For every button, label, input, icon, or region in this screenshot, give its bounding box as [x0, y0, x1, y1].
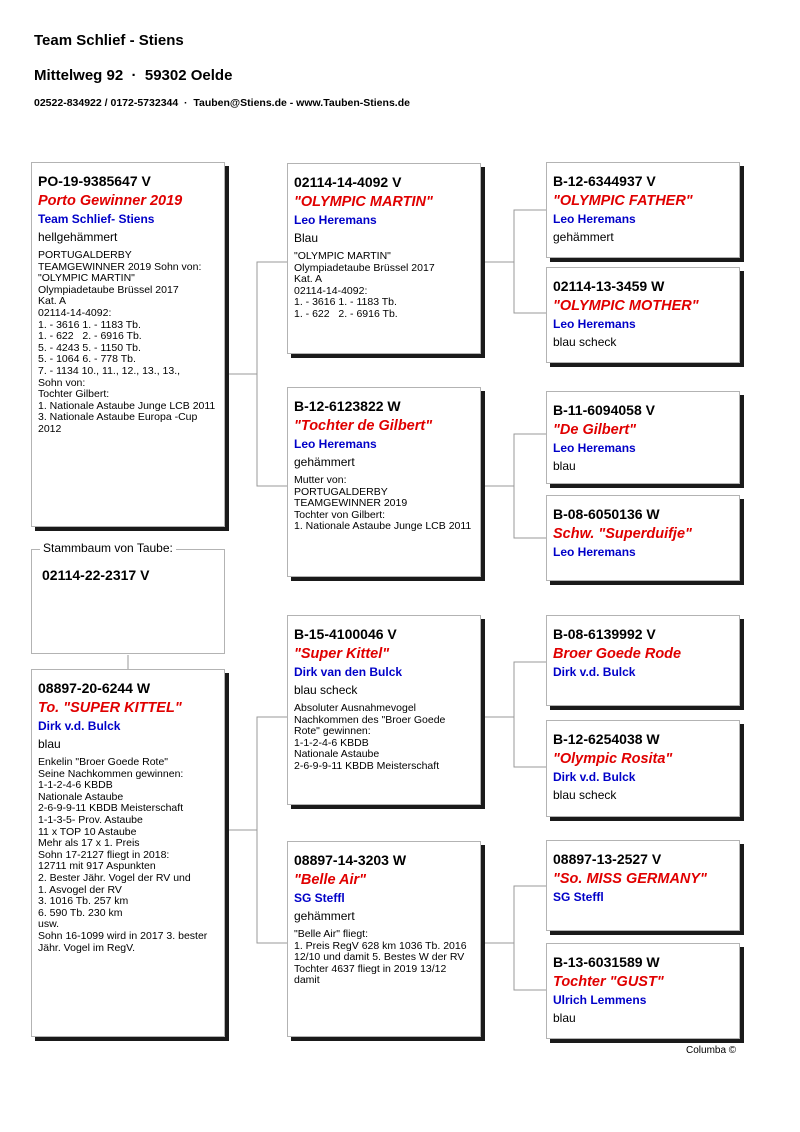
ring-number: B-08-6139992 V — [553, 626, 656, 642]
pigeon-name: "OLYMPIC MOTHER" — [553, 298, 699, 314]
copyright-note: Columba © — [686, 1045, 737, 1056]
owner-name: Leo Heremans — [294, 437, 377, 451]
ring-number: B-12-6123822 W — [294, 398, 401, 414]
ring-number: B-15-4100046 V — [294, 626, 397, 642]
ring-number: 02114-13-3459 W — [553, 278, 665, 294]
owner-name: Leo Heremans — [553, 212, 636, 226]
subject-ring-number: 02114-22-2317 V — [42, 567, 150, 583]
plumage-color: Blau — [294, 231, 319, 245]
performance-notes: "Belle Air" fliegt: 1. Preis RegV 628 km 1036 Tb. 2016 12/10 und damit 5. Bestes W der RV Tochter 4637 fliegt in 2019 13/12 damit — [294, 928, 467, 987]
pigeon-name: Schw. "Superduifje" — [553, 526, 692, 542]
mother-card[interactable] — [31, 669, 225, 1037]
paternal-grandmother-card[interactable] — [287, 387, 481, 577]
plumage-color: blau scheck — [294, 683, 358, 697]
owner-name: Team Schlief- Stiens — [38, 212, 155, 226]
pigeon-name: Tochter "GUST" — [553, 974, 664, 990]
pigeon-name: Broer Goede Rode — [553, 646, 682, 662]
plumage-color: blau scheck — [553, 788, 617, 802]
owner-name: Leo Heremans — [553, 441, 636, 455]
plumage-color: gehämmert — [294, 455, 355, 469]
owner-name: Leo Heremans — [553, 545, 636, 559]
pigeon-name: "OLYMPIC FATHER" — [553, 193, 693, 209]
great-grandparent-card-mfm[interactable] — [546, 720, 740, 817]
owner-name: Leo Heremans — [294, 213, 377, 227]
paternal-grandfather-card[interactable] — [287, 163, 481, 354]
ring-number: B-08-6050136 W — [553, 506, 660, 522]
plumage-color: blau scheck — [553, 335, 617, 349]
breeder-contact: 02522-834922 / 0172-5732344 · Tauben@Stiens.de - www.Tauben-Stiens.de — [34, 97, 410, 109]
maternal-grandfather-card[interactable] — [287, 615, 481, 805]
subject-label: Stammbaum von Taube: — [40, 541, 176, 555]
owner-name: Leo Heremans — [553, 317, 636, 331]
pigeon-name: "So. MISS GERMANY" — [553, 871, 707, 887]
ring-number: B-12-6344937 V — [553, 173, 656, 189]
owner-name: Dirk v.d. Bulck — [38, 719, 121, 733]
ring-number: 02114-14-4092 V — [294, 174, 402, 190]
pigeon-name: "Belle Air" — [294, 872, 367, 888]
performance-notes: PORTUGALDERBY TEAMGEWINNER 2019 Sohn von: "OLYMPIC MARTIN" Olympiadetaube Brüssel 2017 Kat. A 02114-14-4092: 1. - 3616 1. - 1183 Tb. 1. - 622 2. - 6916 Tb. 5. - 4243 5. - 1150 Tb. 5. - 1064 6. - 778 Tb. 7. - 1134 10., 11., 12., 13., 13., Sohn von: Tochter Gilbert: 1. Nationale Astaube Junge LCB 2011 3. Nationale Astaube Europa -Cup 2012 — [38, 249, 216, 435]
plumage-color: blau — [38, 737, 61, 751]
great-grandparent-card-fmm[interactable] — [546, 495, 740, 581]
pigeon-name: Porto Gewinner 2019 — [38, 193, 183, 209]
breeder-address: Mittelweg 92 · 59302 Oelde — [34, 67, 233, 84]
great-grandparent-card-mmf[interactable] — [546, 840, 740, 931]
performance-notes: Mutter von: PORTUGALDERBY TEAMGEWINNER 2019 Tochter von Gilbert: 1. Nationale Astaube Junge LCB 2011 — [294, 474, 472, 533]
great-grandparent-card-mff[interactable] — [546, 615, 740, 706]
ring-number: B-12-6254038 W — [553, 731, 660, 747]
pigeon-name: "Olympic Rosita" — [553, 751, 673, 767]
great-grandparent-card-ffm[interactable] — [546, 267, 740, 363]
pigeon-name: "Super Kittel" — [294, 646, 390, 662]
ring-number: 08897-13-2527 V — [553, 851, 662, 867]
pigeon-name: "Tochter de Gilbert" — [294, 418, 433, 434]
great-grandparent-card-fff[interactable] — [546, 162, 740, 258]
performance-notes: "OLYMPIC MARTIN" Olympiadetaube Brüssel 2017 Kat. A 02114-14-4092: 1. - 3616 1. - 1183 Tb. 1. - 622 2. - 6916 Tb. — [294, 250, 435, 320]
breeder-name: Team Schlief - Stiens — [34, 32, 184, 49]
owner-name: Dirk v.d. Bulck — [553, 665, 636, 679]
ring-number: B-13-6031589 W — [553, 954, 660, 970]
plumage-color: hellgehämmert — [38, 230, 118, 244]
ring-number: B-11-6094058 V — [553, 402, 655, 418]
ring-number: PO-19-9385647 V — [38, 173, 151, 189]
owner-name: SG Steffl — [553, 890, 604, 904]
great-grandparent-card-fmf[interactable] — [546, 391, 740, 484]
owner-name: Dirk v.d. Bulck — [553, 770, 636, 784]
pigeon-name: "OLYMPIC MARTIN" — [294, 194, 433, 210]
plumage-color: blau — [553, 1011, 576, 1025]
performance-notes: Enkelin "Broer Goede Rote" Seine Nachkommen gewinnen: 1-1-2-4-6 KBDB Nationale Astaube 2-6-9-9-11 KBDB Meisterschaft 1-1-3-5- Prov. Astaube 11 x TOP 10 Astaube Mehr als 17 x 1. Preis Sohn 17-2127 fliegt in 2018: 12711 mit 917 Aspunkten 2. Bester Jähr. Vogel der RV und 1. Asvogel der RV 3. 1016 Tb. 257 km 6. 590 Tb. 230 km usw. Sohn 16-1099 wird in 2017 3. bester Jähr. Vogel im RegV. — [38, 756, 208, 954]
father-card[interactable] — [31, 162, 225, 527]
owner-name: SG Steffl — [294, 891, 345, 905]
ring-number: 08897-14-3203 W — [294, 852, 407, 868]
owner-name: Ulrich Lemmens — [553, 993, 647, 1007]
plumage-color: gehämmert — [553, 230, 614, 244]
pigeon-name: "De Gilbert" — [553, 422, 637, 438]
plumage-color: gehämmert — [294, 909, 355, 923]
performance-notes: Absoluter Ausnahmevogel Nachkommen des "Broer Goede Rote" gewinnen: 1-1-2-4-6 KBDB Nationale Astaube 2-6-9-9-11 KBDB Meisterschaft — [294, 702, 446, 772]
plumage-color: blau — [553, 459, 576, 473]
owner-name: Dirk van den Bulck — [294, 665, 403, 679]
subject-box — [31, 549, 225, 654]
ring-number: 08897-20-6244 W — [38, 680, 151, 696]
great-grandparent-card-mmm[interactable] — [546, 943, 740, 1039]
pigeon-name: To. "SUPER KITTEL" — [38, 700, 182, 716]
maternal-grandmother-card[interactable] — [287, 841, 481, 1037]
